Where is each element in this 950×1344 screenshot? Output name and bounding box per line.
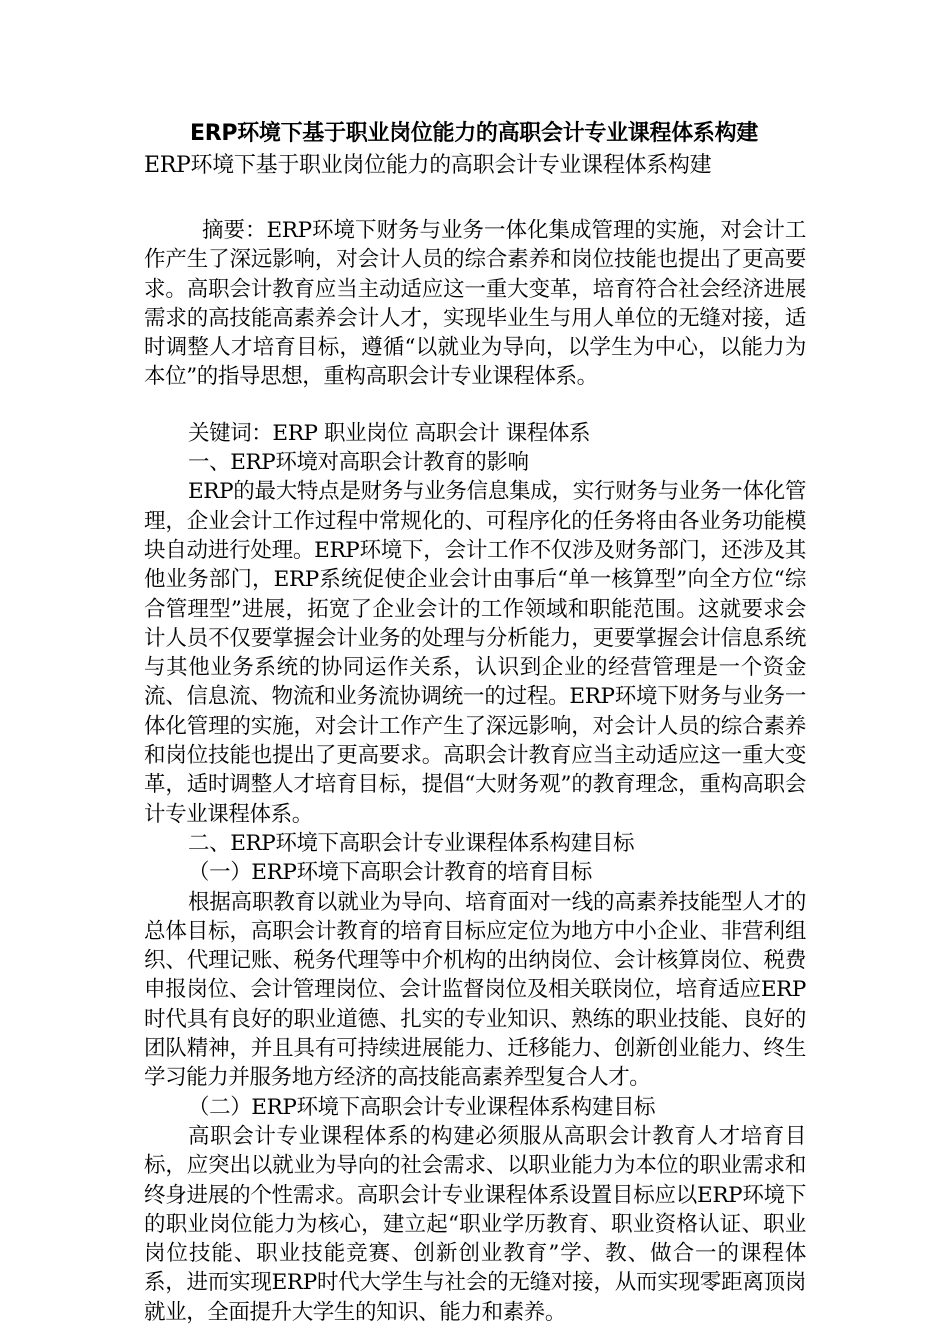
section-1-heading: 一、ERP环境对高职会计教育的影响 — [188, 450, 529, 476]
section-1-body: ERP的最大特点是财务与业务信息集成，实行财务与业务一体化管理，企业会计工作过程中常规化的、可程序化的任务将由各业务功能模块自动进行处理。ERP环境下，会计工作不仅涉及财务部门，还涉及其他业务部门，ERP系统促使企业会计由事后“单一核算型”向全方位“综合管理型”进展，拓宽了企业会计的工作领域和职能范围。这就要求会计人员不仅要掌握会计业务的处理与分析能力，更要掌握会计信息系统与其他业务系统的协同运作关系，认识到企业的经营管理是一个资金流、信息流、物流和业务流协调统一的过程。ERP环境下财务与业务一体化管理的实施，对会计工作产生了深远影响，对会计人员的综合素养和岗位技能也提出了更高要求。高职会计教育应当主动适应这一重大变革，适时调整人才培育目标，提倡“大财务观”的教育理念，重构高职会计专业课程体系。 — [144, 479, 806, 827]
keywords-line: 关键词：ERP 职业岗位 高职会计 课程体系 — [188, 420, 591, 446]
document-title: ERP环境下基于职业岗位能力的高职会计专业课程体系构建 — [190, 121, 758, 146]
section-2-2-heading: （二）ERP环境下高职会计专业课程体系构建目标 — [188, 1094, 656, 1120]
document-page — [144, 118, 806, 1327]
section-2-2-body: 高职会计专业课程体系的构建必须服从高职会计教育人才培育目标，应突出以就业为导向的社会需求、以职业能力为本位的职业需求和终身进展的个性需求。高职会计专业课程体系设置目标应以ERP环境下的职业岗位能力为核心，建立起“职业学历教育、职业资格认证、职业岗位技能、职业技能竞赛、创新创业教育”学、教、做合一的课程体系，进而实现ERP时代大学生与社会的无缝对接，从而实现零距离顶岗就业，全面提升大学生的知识、能力和素养。 — [144, 1123, 806, 1325]
spacer — [144, 392, 806, 419]
abstract-paragraph: 摘要：ERP环境下财务与业务一体化集成管理的实施，对会计工作产生了深远影响，对会计人员的综合素养和岗位技能也提出了更高要求。高职会计教育应当主动适应这一重大变革，培育符合社会经济进展需求的高技能高素养会计人才，实现毕业生与用人单位的无缝对接，适时调整人才培育目标，遵循“以就业为导向，以学生为中心，以能力为本位”的指导思想，重构高职会计专业课程体系。 — [144, 218, 806, 390]
section-2-1-heading: （一）ERP环境下高职会计教育的培育目标 — [188, 860, 592, 886]
section-2-heading: 二、ERP环境下高职会计专业课程体系构建目标 — [188, 830, 635, 856]
document-subtitle: ERP环境下基于职业岗位能力的高职会计专业课程体系构建 — [144, 153, 712, 178]
spacer — [144, 182, 806, 216]
section-2-1-body: 根据高职教育以就业为导向、培育面对一线的高素养技能型人才的总体目标，高职会计教育的培育目标应定位为地方中小企业、非营利组织、代理记账、税务代理等中介机构的出纳岗位、会计核算岗位、税费申报岗位、会计管理岗位、会计监督岗位及相关联岗位，培育适应ERP时代具有良好的职业道德、扎实的专业知识、熟练的职业技能、良好的团队精神，并且具有可持续进展能力、迁移能力、创新创业能力、终生学习能力并服务地方经济的高技能高素养型复合人才。 — [144, 889, 806, 1091]
